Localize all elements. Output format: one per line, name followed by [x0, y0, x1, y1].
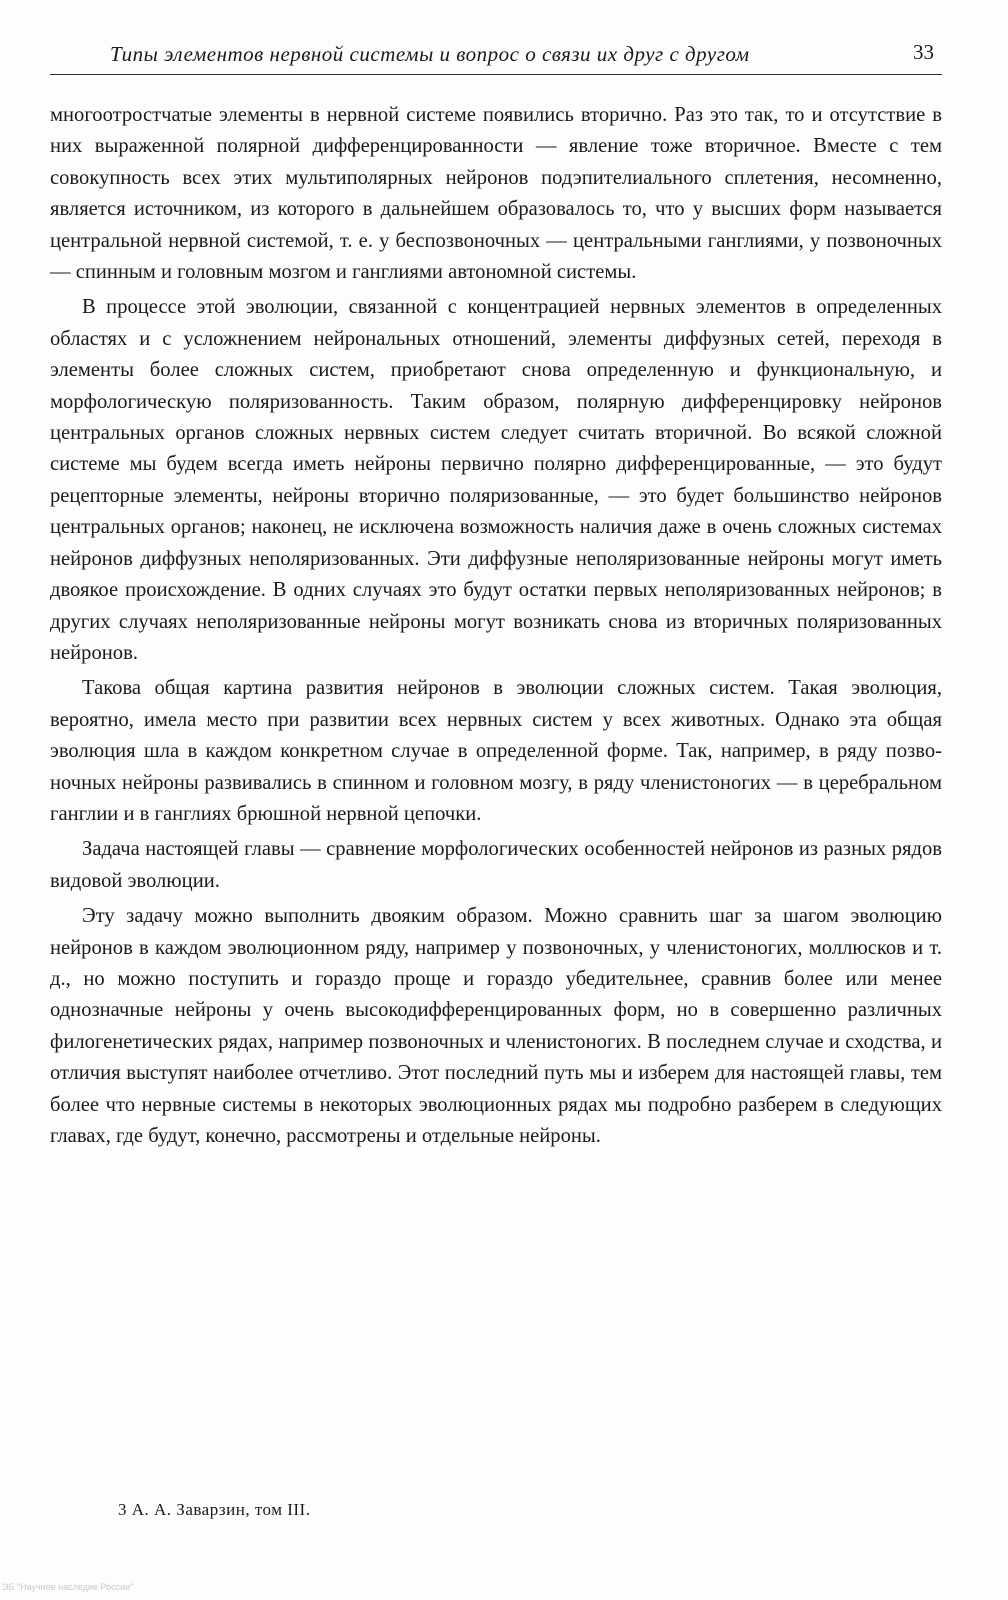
- paragraph: Эту задачу можно выполнить двояким образом. Можно сравнить шаг за шагом эволюцию нейронов в каждом эволюционном ряду, например у позвоночных, у членистоногих, моллюсков и т. д., но можно поступить и гораздо проще и гораздо убедительнее, сравнив более или менее однозначные нейроны у очень высокодифференцированных форм, но в совершенно различных филогенетических рядах, например позвоночных и членистоногих. В последнем случае и сходства, и отличия выступят наиболее отчетливо. Этот последний путь мы и изберем для настоящей главы, тем более что нервные системы в некоторых эволюционных рядах мы подробно разберем в следующих главах, где будут, конечно, рассмотрены и отдельные нейроны.: [50, 905, 942, 1147]
- running-head: [50, 38, 942, 75]
- footer-signature: 3 А. А. Заварзин, том III.: [118, 1500, 311, 1519]
- paragraph: В процессе этой эволюции, связанной с концентрацией нервных элементов в определенных областях и с усложнением нейрональных отношений, элементы диффузных сетей, переходя в элементы более сложных систем, приобретают снова определенную и функциональную, и морфологическую поляризованность. Таким образом, полярную дифференцировку нейронов центральных органов сложных нервных систем следует считать вторичной. Во всякой сложной системе мы будем всегда иметь нейроны первично полярно дифференцированные, — это будут рецепторные элементы, нейроны вторично поляризованные, — это будет большинство нейронов центральных органов; наконец, не исключена возможность наличия даже в очень сложных системах нейронов диффузных неполяризованных. Эти диффузные неполяризованные нейроны могут иметь двоякое происхождение. В одних случаях это будут остатки первых неполяризованных нейронов; в других случаях неполяризованные нейроны могут возникать снова из вторичных поляризованных нейронов.: [50, 296, 942, 664]
- paragraph: Такова общая картина развития нейронов в эволюции сложных систем. Такая эволюция, вероятно, имела место при развитии всех нервных систем у всех животных. Однако эта общая эволюция шла в каждом конкретном случае в определенной форме. Так, например, в ряду позвоночных нейроны развивались в спинном и головном мозгу, в ряду членистоногих — в церебральном ганглии и в ганглиях брюшной нервной цепочки.: [50, 677, 942, 825]
- body-text: [50, 100, 942, 1156]
- watermark: ЭБ "Научное наследие России": [2, 1582, 134, 1592]
- running-title: Типы элементов нервной системы и вопрос о связи их друг с другом: [110, 42, 750, 66]
- page-number: 33: [913, 40, 934, 64]
- paragraph: многоотростчатые элементы в нервной системе появились вторично. Раз это так, то и отсутствие в них выраженной полярной дифференцированности — явление тоже вторичное. Вместе с тем совокупность всех этих мультиполярных нейронов подэпителиального сплетения, несомненно, является источником, из которого в дальнейшем образовалось то, что у высших форм называется центральной нервной системой, т. е. у беспозвоночных — центральными ганглиями, у позвоночных — спинным и головным мозгом и ганглиями автономной системы.: [50, 104, 942, 284]
- paragraph: Задача настоящей главы — сравнение морфологических особенностей нейронов из разных рядов видовой эволюции.: [50, 838, 942, 892]
